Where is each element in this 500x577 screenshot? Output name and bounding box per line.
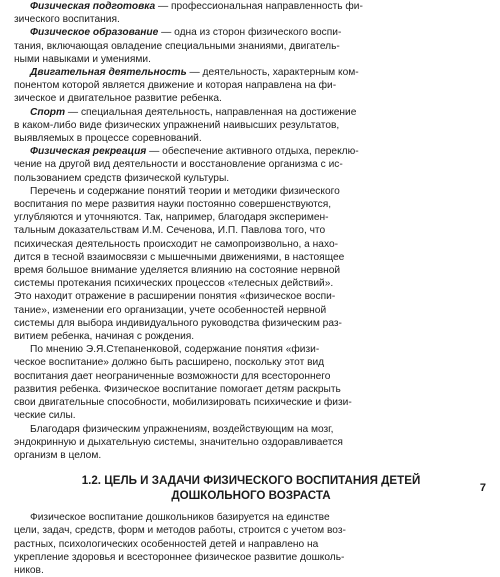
paragraph-line: углубляются и уточняются. Так, например, благодаря эксперимен- <box>14 212 329 224</box>
section-paragraph-line: растных, психологических особенностей детей и направлено на <box>14 538 319 550</box>
definition-line <box>14 145 488 158</box>
paragraph-line: дится в тесной взаимосвязи с мышечными движениями, в настоящее <box>14 251 345 263</box>
paragraph <box>14 185 488 343</box>
definition-line: чение на другой вид деятельности и восстановление организма с ис- <box>14 159 343 171</box>
definition-item <box>14 0 488 26</box>
section-paragraph-line: Физическое воспитание дошкольников базируется на единстве <box>30 512 330 524</box>
paragraph-line: ческое воспитание» должно быть расширено, поскольку этот вид <box>14 357 325 369</box>
paragraph-line: Перечень и содержание понятий теории и методики физического <box>30 185 340 197</box>
paragraph-line: воспитания по мере развития науки постоянно совершенствуются, <box>14 199 332 211</box>
book-page <box>14 0 488 576</box>
paragraph-line: Благодаря физическим упражнениям, воздействующим на мозг, <box>30 423 334 435</box>
definition-text: — деятельность, характерным ком- <box>186 67 359 79</box>
paragraph-line: витием ребенка, начиная с рождения. <box>14 331 195 343</box>
paragraph-line: Это находит отражение в расширении понятия «физическое воспи- <box>14 291 336 303</box>
definition-item <box>14 106 488 146</box>
paragraph-line: тальным доказательствам И.М. Сеченова, И.П. Павлова того, что <box>14 225 326 237</box>
paragraph-line: эндокринную и дыхательную системы, значительно оздоравливается <box>14 436 343 448</box>
paragraph <box>14 343 488 422</box>
paragraph-line: По мнению Э.Я.Степаненковой, содержание понятия «физи- <box>30 344 320 356</box>
definition-line <box>14 66 488 79</box>
paragraph-line: системы протекания психических процессов «телесных действий». <box>14 278 334 290</box>
paragraph-line: системы для выбора индивидуального руководства физическим раз- <box>14 317 342 329</box>
definitions-block <box>14 0 488 185</box>
definition-term: Физическое образование <box>30 27 159 39</box>
definition-line: зического воспитания. <box>14 14 120 26</box>
definition-item <box>14 66 488 106</box>
section-paragraph-line: цели, задач, средств, форм и методов работы, строится с учетом воз- <box>14 525 346 537</box>
section-heading-line-2: ДОШКОЛЬНОГО ВОЗРАСТА <box>171 488 331 502</box>
definition-line: зическое и двигательное развитие ребенка. <box>14 93 222 105</box>
definition-item <box>14 26 488 66</box>
paragraph-line: время большое внимание уделяется влиянию на состояние нервной <box>14 265 341 277</box>
definition-line: тания, включающая овладение специальными знаниями, двигатель- <box>14 40 340 52</box>
definition-line: выявляемых в процессе соревнований. <box>14 133 202 145</box>
body-paragraphs <box>14 185 488 462</box>
section-heading-line-1: 1.2. ЦЕЛЬ И ЗАДАЧИ ФИЗИЧЕСКОГО ВОСПИТАНИЯ ДЕТЕЙ <box>81 474 421 488</box>
definition-line: ными навыками и умениями. <box>14 53 151 65</box>
definition-term: Двигательная деятельность <box>30 67 187 79</box>
page-number: 7 <box>479 482 486 494</box>
definition-line: пользованием средств физической культуры. <box>14 172 230 184</box>
paragraph-line: воспитания дает неограниченные возможности для всестороннего <box>14 370 331 382</box>
definition-item <box>14 145 488 185</box>
definition-term: Физическая подготовка <box>30 1 156 12</box>
paragraph-line: ческие силы. <box>14 410 76 422</box>
paragraph <box>14 423 488 463</box>
paragraph-line: свои двигательные способности, мобилизировать психические и физи- <box>14 397 352 409</box>
definition-text: — обеспечение активного отдыха, переклю- <box>146 146 359 158</box>
definition-term: Спорт <box>30 106 66 118</box>
definition-line: в каком-либо виде физических упражнений наивысших результатов, <box>14 119 340 131</box>
section-paragraph-line: укрепление здоровья и всестороннее физическое развитие дошколь- <box>14 551 345 563</box>
definition-line <box>14 0 488 13</box>
section-paragraph-line: ников. <box>14 564 44 576</box>
definition-line <box>14 106 488 119</box>
paragraph-line: развития ребенка. Физическое воспитание помогает детям раскрыть <box>14 383 341 395</box>
definition-term: Физическая рекреация <box>30 146 147 158</box>
paragraph-line: организм в целом. <box>14 449 102 461</box>
definition-text: — одна из сторон физического воспи- <box>158 27 342 39</box>
paragraph-line: психическая деятельность происходит не самопроизвольно, а нахо- <box>14 238 339 250</box>
definition-line <box>14 26 488 39</box>
definition-text: — специальная деятельность, направленная на достижение <box>65 106 357 118</box>
paragraph-line: тание», изменении его организации, учете особенностей нервной <box>14 304 327 316</box>
definition-line: понентом которой является движение и которая направлена на фи- <box>14 80 337 92</box>
section-heading <box>14 474 488 503</box>
definition-text: — профессиональная направленность фи- <box>155 1 363 12</box>
section-paragraph <box>14 511 488 577</box>
